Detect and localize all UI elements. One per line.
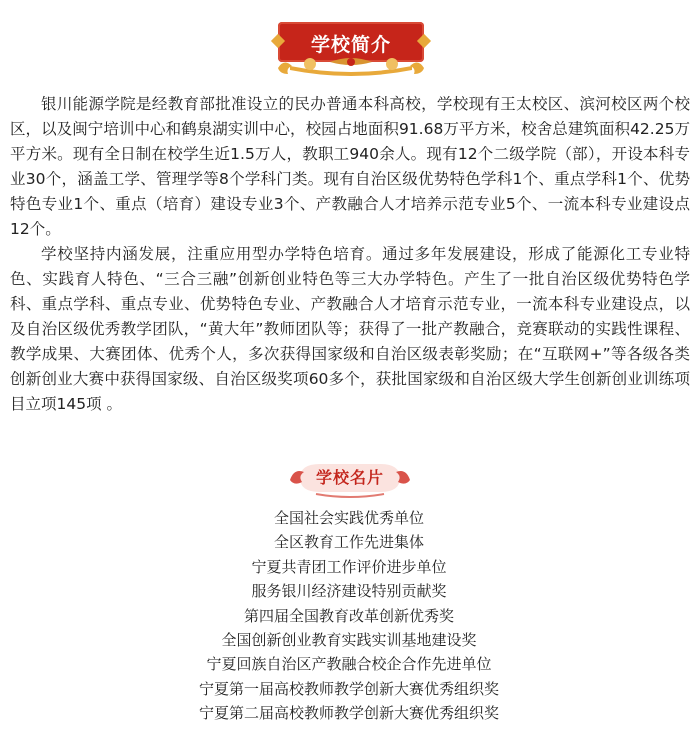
honor-item: 宁夏第二届高校教师教学创新大赛优秀组织奖 <box>198 704 499 723</box>
section-header-school-intro <box>0 0 698 82</box>
cloud-scroll-ornament-icon <box>270 56 432 82</box>
honor-item: 宁夏共青团工作评价进步单位 <box>251 557 447 576</box>
section-title-school-card: 学校名片 <box>315 468 384 487</box>
intro-paragraph-2: 学校坚持内涵发展，注重应用型办学特色培育。通过多年发展建设，形成了能源化工专业特色、实践育人特色、“三合三融”创新创业特色等三大办学特色。产生了一批自治区级优势特色学科、重点学科、重点专业、优势特色专业、产教融合人才培育示范专业，一流本科专业建设点，以及自治区级优秀教学团队，“黄大年”教师团队等；获得了一批产教融合，竞赛联动的实践性课程、教学成果、大赛团体、优秀个人，多次获得国家级和自治区级表彰奖励；在“互联网+”等各级各类创新创业大赛中获得国家级、自治区级奖项60多个，获批国家级和自治区级大学生创新创业训练项目立项145项 。 <box>10 245 690 413</box>
section-header-school-card <box>286 458 414 498</box>
honor-item: 宁夏第一届高校教师教学创新大赛优秀组织奖 <box>198 679 499 698</box>
intro-paragraph-1: 银川能源学院是经教育部批准设立的民办普通本科高校，学校现有王太校区、滨河校区两个校区，以及闽宁培训中心和鹤泉湖实训中心，校园占地面积91.68万平方米，校舍总建筑面积42.25万平方米。现有全日制在校学生近1.5万人，教职工940余人。现有12个二级学院（部），开设本科专业30个，涵盖工学、管理学等8个学科门类。现有自治区级优势特色学科1个、重点学科1个、优势特色专业1个、重点（培育）建设专业3个、产教融合人才培养示范专业5个、一流本科专业建设点12个。 <box>10 95 690 238</box>
honors-list <box>0 506 698 726</box>
honor-item: 全国创新创业教育实践实训基地建设奖 <box>221 631 477 650</box>
section-title-school-intro: 学校简介 <box>310 34 391 56</box>
honor-item: 全区教育工作先进集体 <box>273 533 424 552</box>
honor-item: 服务银川经济建设特别贡献奖 <box>251 582 447 601</box>
honor-item: 第四届全国教育改革创新优秀奖 <box>243 606 454 625</box>
school-intro-text <box>10 92 690 417</box>
honor-item: 宁夏回族自治区产教融合校企合作先进单位 <box>206 655 492 674</box>
honor-item: 全国社会实践优秀单位 <box>273 509 424 527</box>
